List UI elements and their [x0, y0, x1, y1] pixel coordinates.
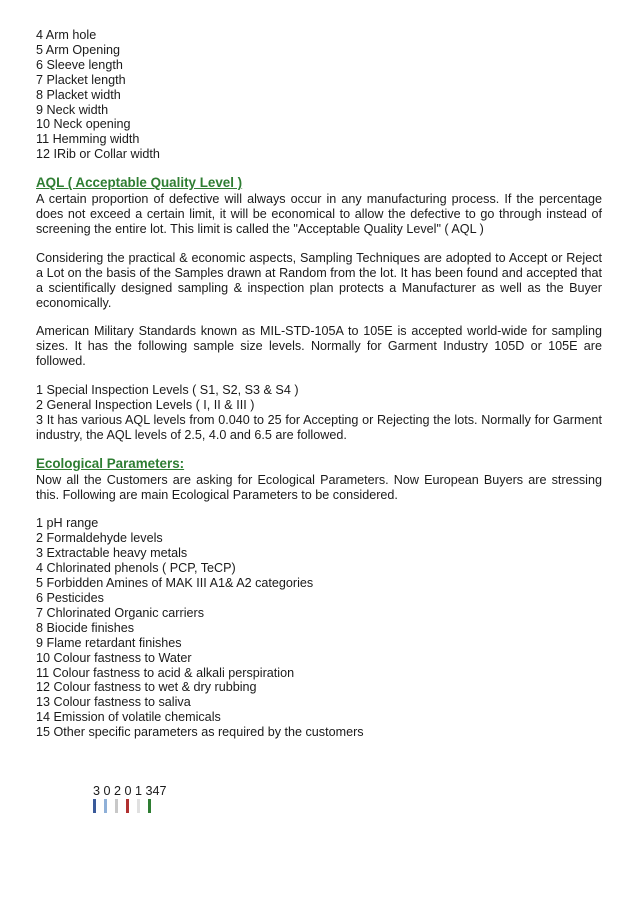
list-item: 3 Extractable heavy metals	[36, 546, 188, 561]
list-item: 1 pH range	[36, 516, 99, 531]
list-item: 5 Forbidden Amines of MAK III A1& A2 categories	[36, 576, 314, 591]
list-item: 5 Arm Opening	[36, 42, 121, 57]
list-item: 8 Biocide finishes	[36, 620, 135, 635]
list-item: 11 Colour fastness to acid & alkali perspiration	[36, 665, 295, 680]
list-item: 15 Other specific parameters as required by the customers	[36, 725, 364, 740]
list-item: 9 Neck width	[36, 102, 109, 117]
list-item: 6 Sleeve length	[36, 57, 123, 72]
color-bar	[115, 799, 118, 813]
footer-code: 3 0 2 0 1 347	[93, 784, 167, 798]
color-bar	[126, 799, 129, 813]
color-bar-logo	[93, 799, 163, 813]
color-bar	[148, 799, 151, 813]
aql-paragraph-2: Considering the practical & economic aspects, Sampling Techniques are adopted to Accept or Reject a Lot on the basis of the Samples drawn at Random from the lot. It has been found and accepted that a scientifically designed sampling & inspection plan protects a Manufacturer as well as the Buyer economically.	[36, 250, 602, 310]
list-item: 13 Colour fastness to saliva	[36, 695, 191, 710]
aql-paragraph-1: A certain proportion of defective will always occur in any manufacturing process. If the percentage does not exceed a certain limit, it will be economical to allow the defective to go through instead of screening the entire lot. This limit is called the "Acceptable Quality Level" ( AQL )	[36, 192, 602, 236]
list-item: 7 Chlorinated Organic carriers	[36, 605, 204, 620]
list-item: 2 Formaldehyde levels	[36, 531, 163, 546]
list-item: 12 Colour fastness to wet & dry rubbing	[36, 680, 257, 695]
list-item: 8 Placket width	[36, 87, 121, 102]
aql-levels-list	[36, 383, 602, 443]
list-item: 4 Chlorinated phenols ( PCP, TeCP)	[36, 561, 236, 576]
color-bar	[137, 799, 140, 813]
list-item: 14 Emission of volatile chemicals	[36, 710, 221, 725]
color-bar	[93, 799, 96, 813]
list-item: 12 IRib or Collar width	[36, 147, 160, 162]
document-page	[36, 28, 602, 740]
list-item: 7 Placket length	[36, 72, 126, 87]
list-item: 2 General Inspection Levels ( I, II & III )	[36, 398, 255, 413]
ecological-intro: Now all the Customers are asking for Ecological Parameters. Now European Buyers are stressing this. Following are main Ecological Parameters to be considered.	[36, 472, 602, 502]
aql-paragraph-3: American Military Standards known as MIL-STD-105A to 105E is accepted world-wide for sampling sizes. It has the following sample size levels. Normally for Garment Industry 105D or 105E are followed.	[36, 324, 602, 369]
list-item: 6 Pesticides	[36, 591, 104, 605]
list-item: 11 Hemming width	[36, 132, 140, 147]
list-item: 1 Special Inspection Levels ( S1, S2, S3 & S4 )	[36, 383, 299, 398]
ecological-parameters-list	[36, 516, 602, 740]
ecological-heading: Ecological Parameters:	[36, 455, 185, 471]
list-item: 9 Flame retardant finishes	[36, 635, 182, 650]
list-item: 10 Neck opening	[36, 117, 131, 132]
list-item: 4 Arm hole	[36, 28, 97, 42]
list-item: 3 It has various AQL levels from 0.040 to 25 for Accepting or Rejecting the lots. Normally for Garment industry, the AQL levels of 2.5, 4.0 and 6.5 are followed.	[36, 412, 602, 442]
measurements-list	[36, 28, 602, 162]
color-bar	[104, 799, 107, 813]
list-item: 10 Colour fastness to Water	[36, 650, 192, 665]
aql-heading: AQL ( Acceptable Quality Level )	[36, 175, 243, 191]
